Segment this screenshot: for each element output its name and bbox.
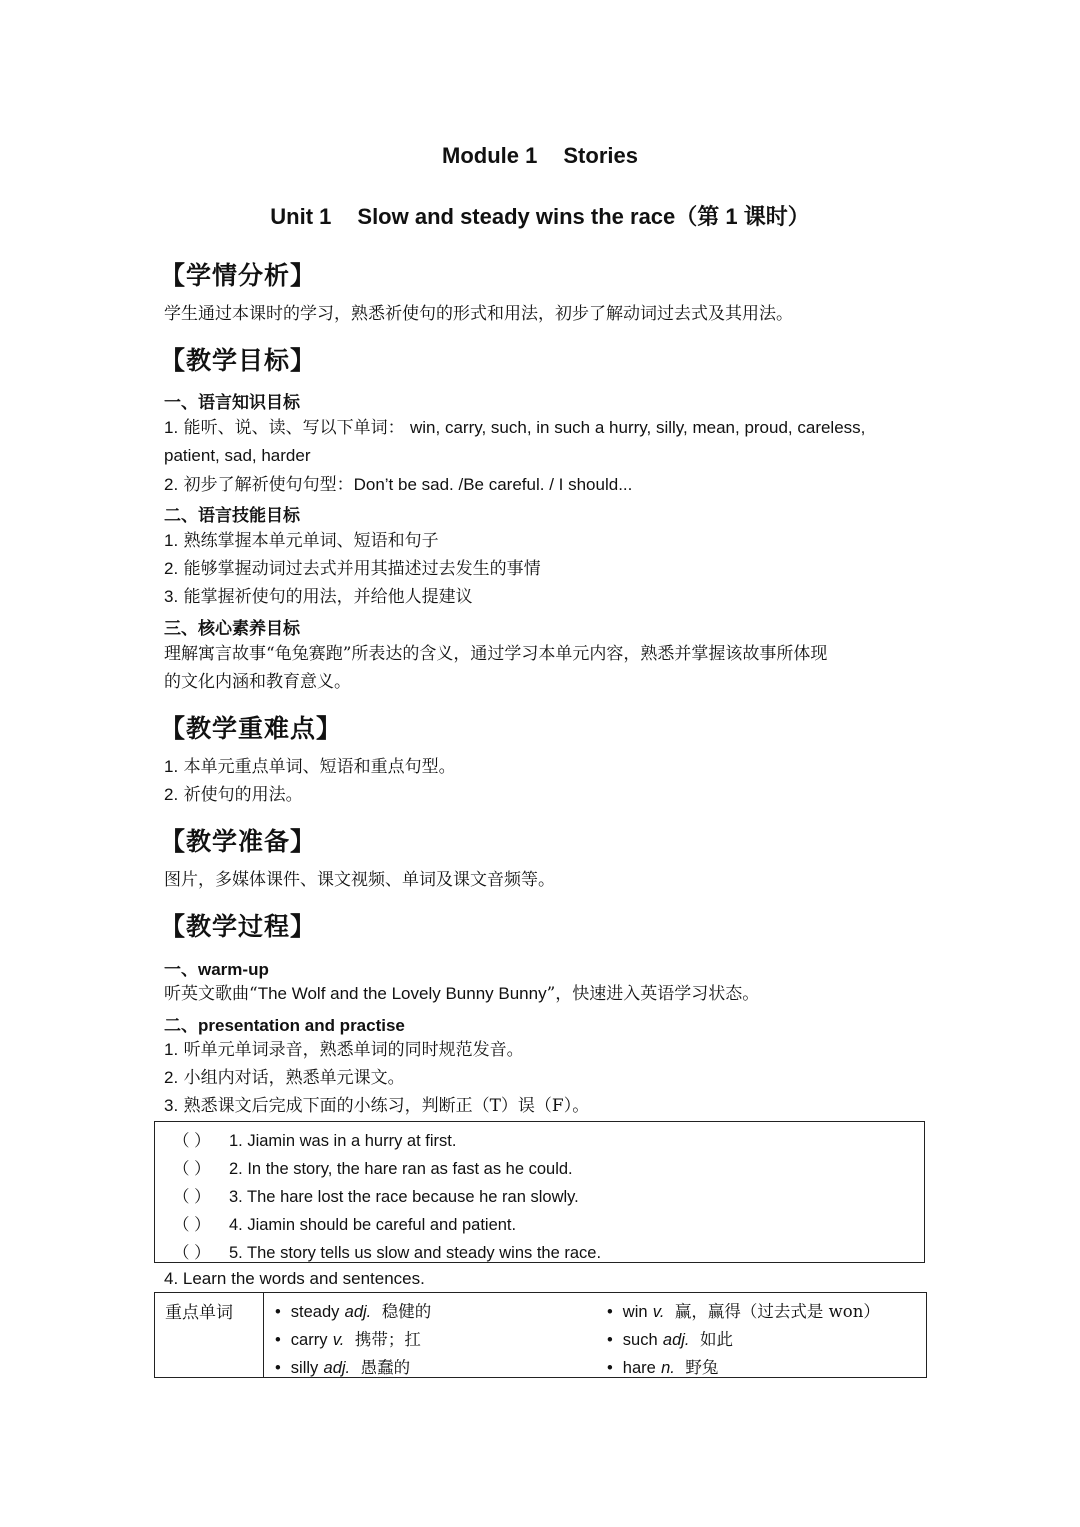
key-point bbox=[164, 781, 303, 809]
quiz-statement: 1. Jiamin was in a hurry at first. bbox=[229, 1132, 457, 1150]
part-of-speech: n. bbox=[661, 1359, 675, 1377]
quiz-item bbox=[173, 1211, 516, 1235]
presentation-heading-text: presentation and practise bbox=[198, 1016, 405, 1035]
part-of-speech: v. bbox=[332, 1331, 345, 1349]
warmup-heading-num: 一、 bbox=[164, 960, 198, 980]
presentation-heading bbox=[164, 1011, 405, 1036]
key-point bbox=[164, 753, 456, 781]
warmup-text-b: ”，快速进入英语学习状态。 bbox=[546, 984, 760, 1004]
process-step-text: 听单元单词录音，熟悉单词的同时规范发音。 bbox=[183, 1040, 524, 1060]
warmup-text bbox=[164, 980, 759, 1008]
skill-goal-text: 能够掌握动词过去式并用其描述过去发生的事情 bbox=[183, 559, 541, 579]
knowledge-goal-2 bbox=[164, 471, 632, 499]
bullet-icon: • bbox=[607, 1303, 613, 1321]
process-step-text: 小组内对话，熟悉单元课文。 bbox=[183, 1068, 405, 1088]
word-cn: 赢，赢得（过去式是 won） bbox=[674, 1302, 880, 1321]
section-heading-key-points: 【教学重难点】 bbox=[160, 714, 343, 743]
module-title bbox=[0, 143, 1080, 169]
word-en: steady bbox=[290, 1303, 340, 1321]
table-divider bbox=[263, 1293, 264, 1377]
warmup-text-a: 听英文歌曲“ bbox=[164, 984, 258, 1004]
item-number: 2. bbox=[164, 785, 179, 804]
core-goal-line-1: 理解寓言故事“龟兔赛跑”所表达的含义，通过学习本单元内容，熟悉并掌握该故事所体现 bbox=[164, 644, 828, 664]
knowledge-goal-1-words: win, carry, such, in such a hurry, silly, mean, proud, careless, bbox=[410, 418, 866, 437]
skill-goal-text: 熟练掌握本单元单词、短语和句子 bbox=[183, 531, 439, 551]
quiz-statement: 2. In the story, the hare ran as fast as he could. bbox=[229, 1160, 573, 1178]
vocab-word bbox=[275, 1354, 410, 1378]
item-number: 1. bbox=[164, 531, 179, 550]
word-cn: 如此 bbox=[700, 1330, 733, 1349]
quiz-statement: 3. The hare lost the race because he ran slowly. bbox=[229, 1188, 579, 1206]
analysis-text: 学生通过本课时的学习，熟悉祈使句的形式和用法，初步了解动词过去式及其用法。 bbox=[164, 304, 793, 324]
module-name: Stories bbox=[563, 143, 638, 168]
vocab-word bbox=[607, 1326, 733, 1350]
quiz-item bbox=[173, 1155, 573, 1179]
item-number: 1. bbox=[164, 757, 179, 776]
vocab-word bbox=[275, 1326, 421, 1350]
module-number: Module 1 bbox=[442, 143, 538, 168]
knowledge-goal-2-en: Don’t be sad. /Be careful. / I should... bbox=[353, 475, 633, 494]
item-number: 3. bbox=[164, 587, 179, 606]
key-point-text: 本单元重点单词、短语和重点句型。 bbox=[183, 757, 456, 777]
bullet-icon: • bbox=[607, 1331, 613, 1349]
answer-blank[interactable]: （ ） bbox=[173, 1244, 211, 1262]
quiz-statement: 4. Jiamin should be careful and patient. bbox=[229, 1216, 517, 1234]
word-cn: 野兔 bbox=[685, 1358, 719, 1377]
key-point-text: 祈使句的用法。 bbox=[183, 785, 303, 805]
word-en: win bbox=[622, 1303, 648, 1321]
true-false-quiz bbox=[154, 1121, 925, 1263]
word-cn: 愚蠢的 bbox=[360, 1358, 411, 1377]
word-en: hare bbox=[622, 1359, 656, 1377]
knowledge-goal-2-cn: 初步了解祈使句句型： bbox=[183, 475, 354, 495]
unit-name: Slow and steady wins the race（第 1 课时） bbox=[357, 204, 810, 229]
process-step bbox=[164, 1092, 589, 1120]
unit-title bbox=[0, 200, 1080, 231]
vocab-word bbox=[275, 1298, 431, 1322]
knowledge-goal-1-cont: patient, sad, harder bbox=[164, 446, 311, 465]
part-of-speech: adj. bbox=[323, 1359, 351, 1377]
knowledge-goals-heading: 一、语言知识目标 bbox=[164, 393, 300, 413]
answer-blank[interactable]: （ ） bbox=[173, 1216, 211, 1234]
preparation-text: 图片，多媒体课件、课文视频、单词及课文音频等。 bbox=[164, 870, 555, 890]
knowledge-goal-1-cn: 能听、说、读、写以下单词： bbox=[183, 418, 405, 438]
answer-blank[interactable]: （ ） bbox=[173, 1132, 211, 1150]
item-number: 2. bbox=[164, 1068, 179, 1087]
skill-goal bbox=[164, 583, 473, 611]
step-4-text: 4. Learn the words and sentences. bbox=[164, 1269, 425, 1288]
warmup-heading-text: warm-up bbox=[198, 960, 269, 979]
section-heading-process: 【教学过程】 bbox=[160, 912, 317, 941]
quiz-item bbox=[173, 1127, 456, 1151]
section-heading-goals: 【教学目标】 bbox=[160, 346, 317, 375]
vocab-word bbox=[607, 1298, 880, 1322]
item-number: 2. bbox=[164, 559, 179, 578]
quiz-statement: 5. The story tells us slow and steady wins the race. bbox=[229, 1244, 602, 1262]
part-of-speech: adj. bbox=[662, 1331, 690, 1349]
vocabulary-table bbox=[154, 1292, 927, 1378]
bullet-icon: • bbox=[275, 1359, 281, 1377]
word-cn: 稳健的 bbox=[381, 1302, 432, 1321]
answer-blank[interactable]: （ ） bbox=[173, 1160, 211, 1178]
section-heading-preparation: 【教学准备】 bbox=[160, 827, 317, 856]
bullet-icon: • bbox=[275, 1331, 281, 1349]
bullet-icon: • bbox=[607, 1359, 613, 1377]
unit-number: Unit 1 bbox=[270, 204, 332, 229]
song-title: The Wolf and the Lovely Bunny Bunny bbox=[257, 984, 547, 1003]
process-step-text: 熟悉课文后完成下面的小练习，判断正（T）误（F）。 bbox=[183, 1096, 590, 1116]
part-of-speech: adj. bbox=[344, 1303, 372, 1321]
word-en: carry bbox=[290, 1331, 328, 1349]
answer-blank[interactable]: （ ） bbox=[173, 1188, 211, 1206]
item-number: 3. bbox=[164, 1096, 179, 1115]
knowledge-goal-1 bbox=[164, 414, 865, 442]
quiz-item bbox=[173, 1183, 579, 1207]
section-heading-analysis: 【学情分析】 bbox=[160, 261, 317, 290]
skill-goal bbox=[164, 555, 541, 583]
word-cn: 携带；扛 bbox=[354, 1330, 421, 1349]
skill-goal-text: 能掌握祈使句的用法，并给他人提建议 bbox=[183, 587, 473, 607]
part-of-speech: v. bbox=[652, 1303, 665, 1321]
item-number: 1. bbox=[164, 1040, 179, 1059]
word-en: such bbox=[622, 1331, 658, 1349]
process-step bbox=[164, 1064, 405, 1092]
core-goal-line-2: 的文化内涵和教育意义。 bbox=[164, 672, 351, 692]
core-goals-heading: 三、核心素养目标 bbox=[164, 619, 300, 639]
word-en: silly bbox=[290, 1359, 319, 1377]
vocab-word bbox=[607, 1354, 718, 1378]
item-number: 1. bbox=[164, 418, 179, 437]
item-number: 2. bbox=[164, 475, 179, 494]
quiz-item bbox=[173, 1239, 601, 1263]
warmup-heading bbox=[164, 955, 269, 980]
presentation-heading-num: 二、 bbox=[164, 1016, 198, 1036]
vocabulary-label: 重点单词 bbox=[165, 1303, 233, 1323]
skill-goal bbox=[164, 527, 439, 555]
skills-goals-heading: 二、语言技能目标 bbox=[164, 506, 300, 526]
bullet-icon: • bbox=[275, 1303, 281, 1321]
process-step bbox=[164, 1036, 524, 1064]
